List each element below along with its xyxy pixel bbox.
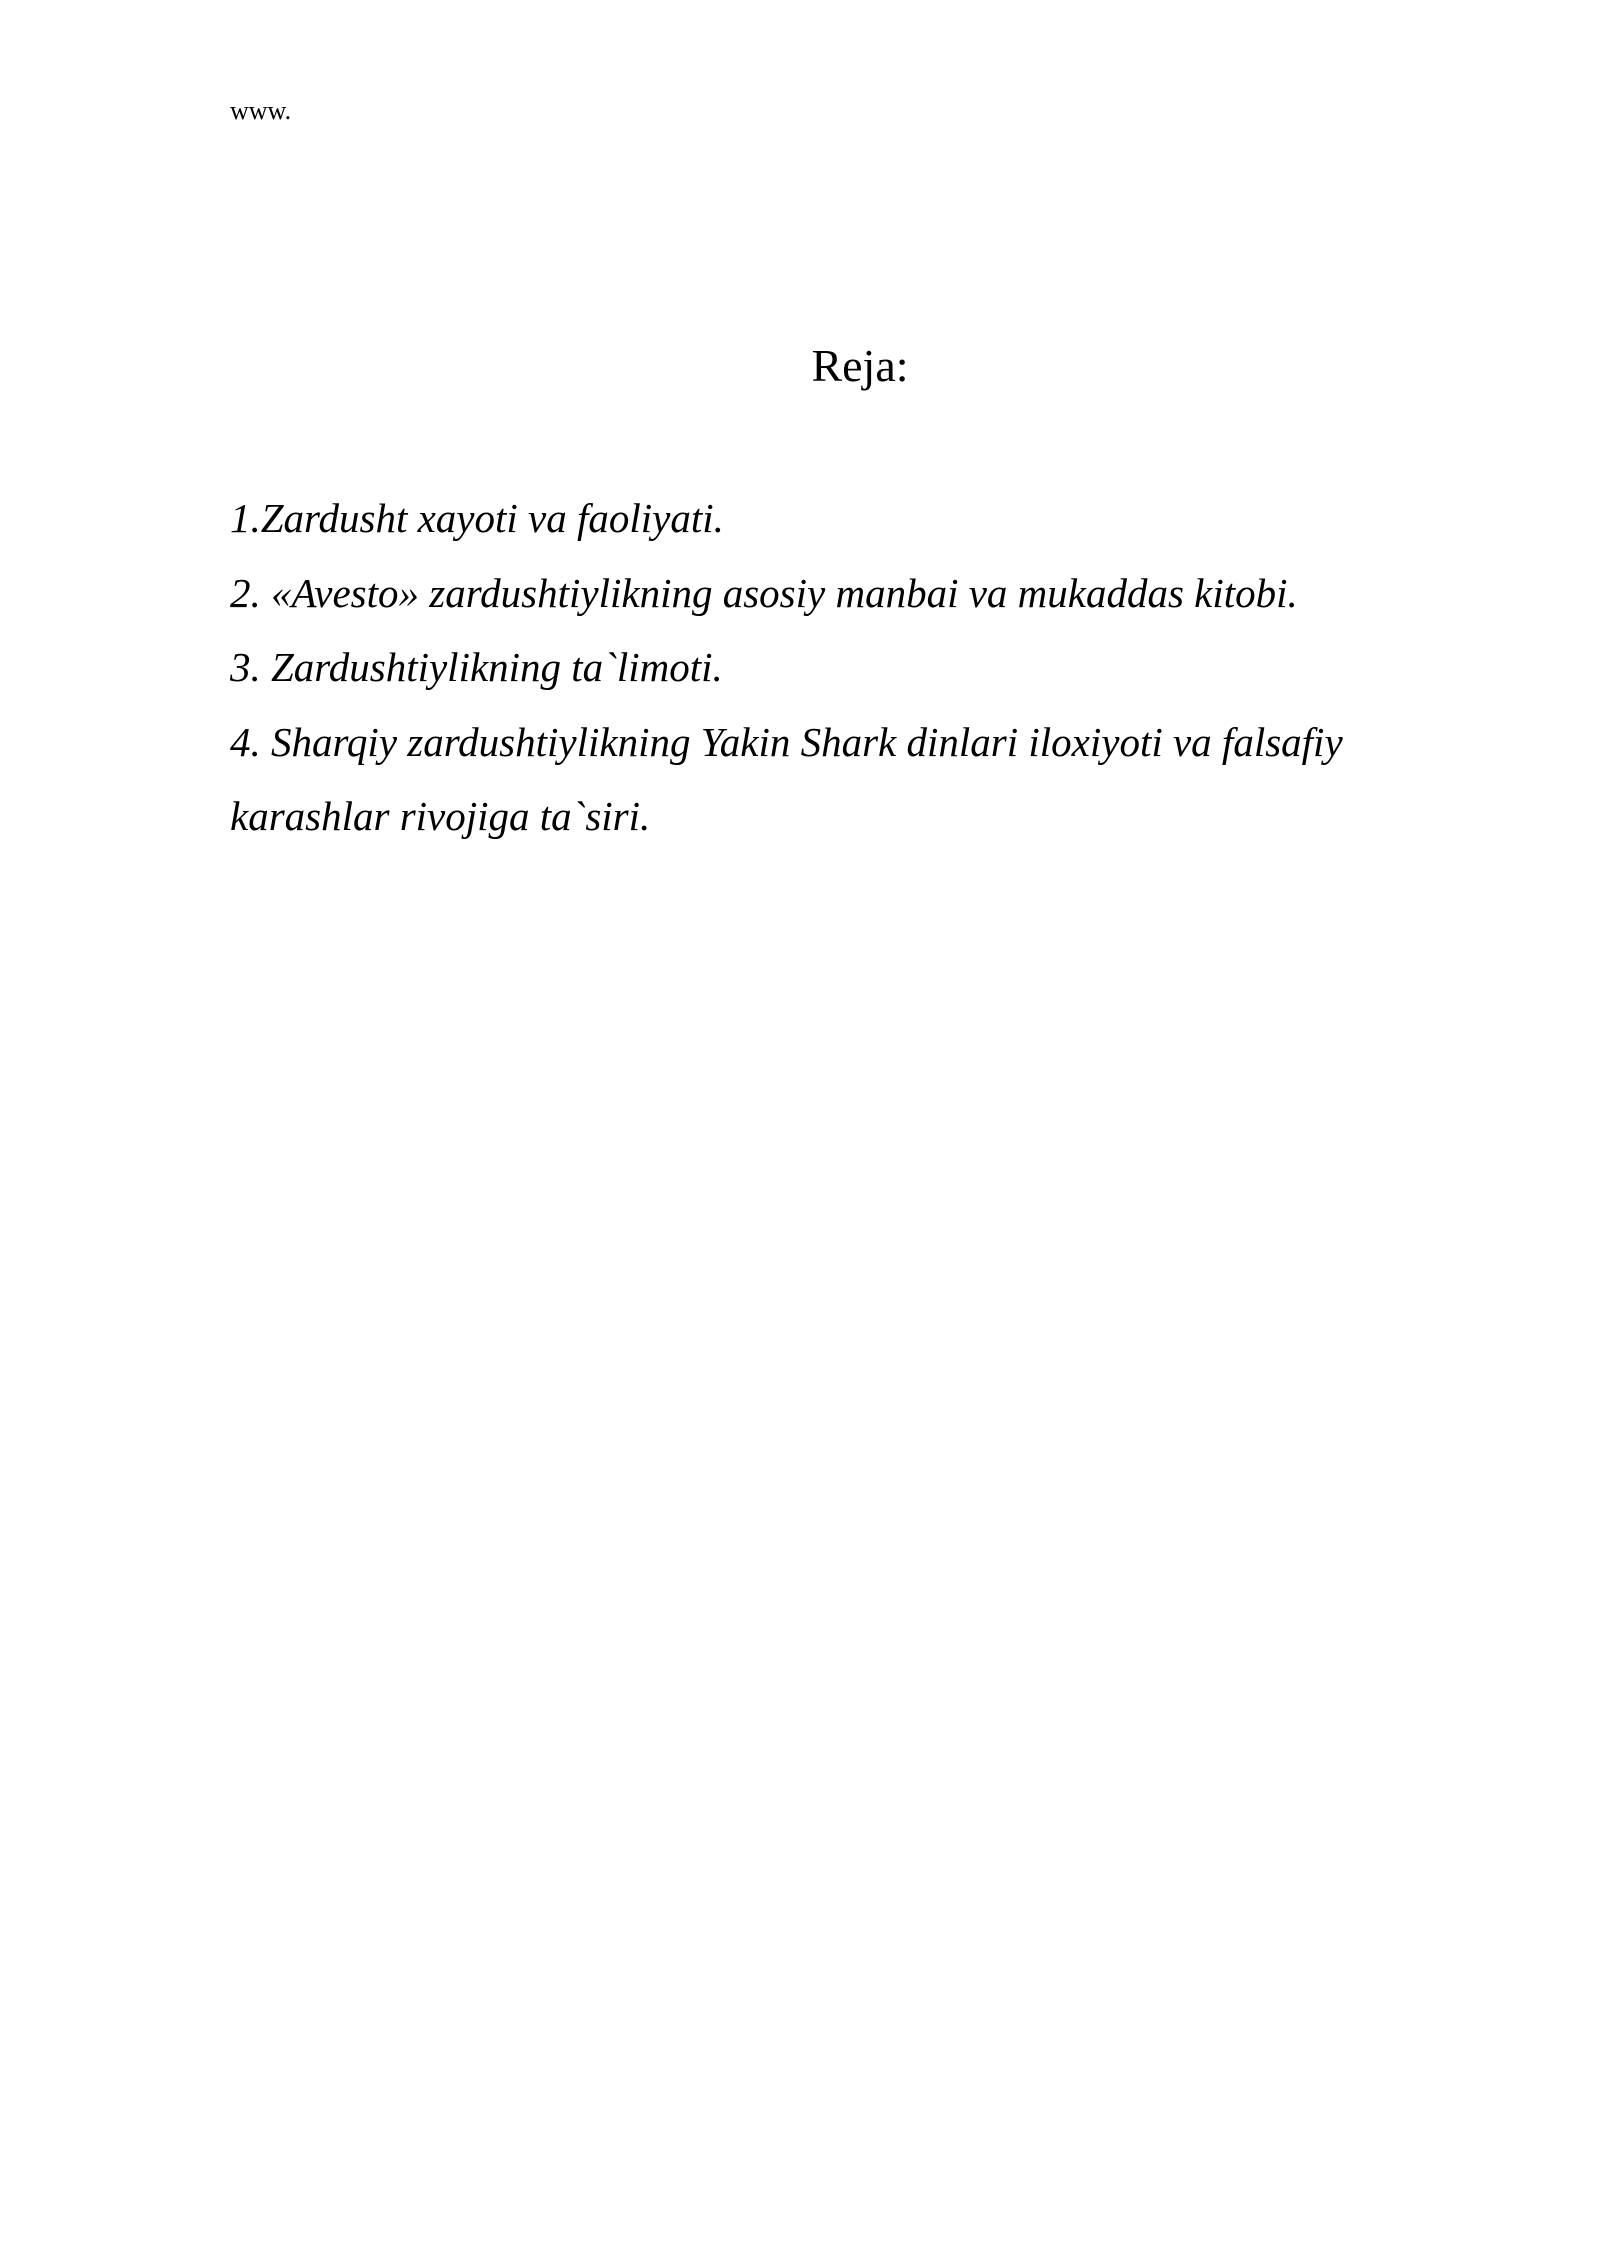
plan-item-2: 2. «Avesto» zardushtiylikning asosiy manbai va mukaddas kitobi. [230, 569, 1298, 616]
plan-item-1: 1.Zardusht xayoti va faoliyati. [230, 495, 724, 541]
plan-item-3: 3. Zardushtiylikning ta`limoti. [230, 644, 723, 690]
plan-item-4: 4. Sharqiy zardushtiylikning Yakin Shark dinlari iloxiyoti va falsafiy karashlar rivojiga ta`siri. [230, 718, 1343, 839]
header-url-text: www. [230, 96, 292, 125]
page-title: Reja: [811, 340, 909, 391]
plan-list [230, 481, 1420, 854]
